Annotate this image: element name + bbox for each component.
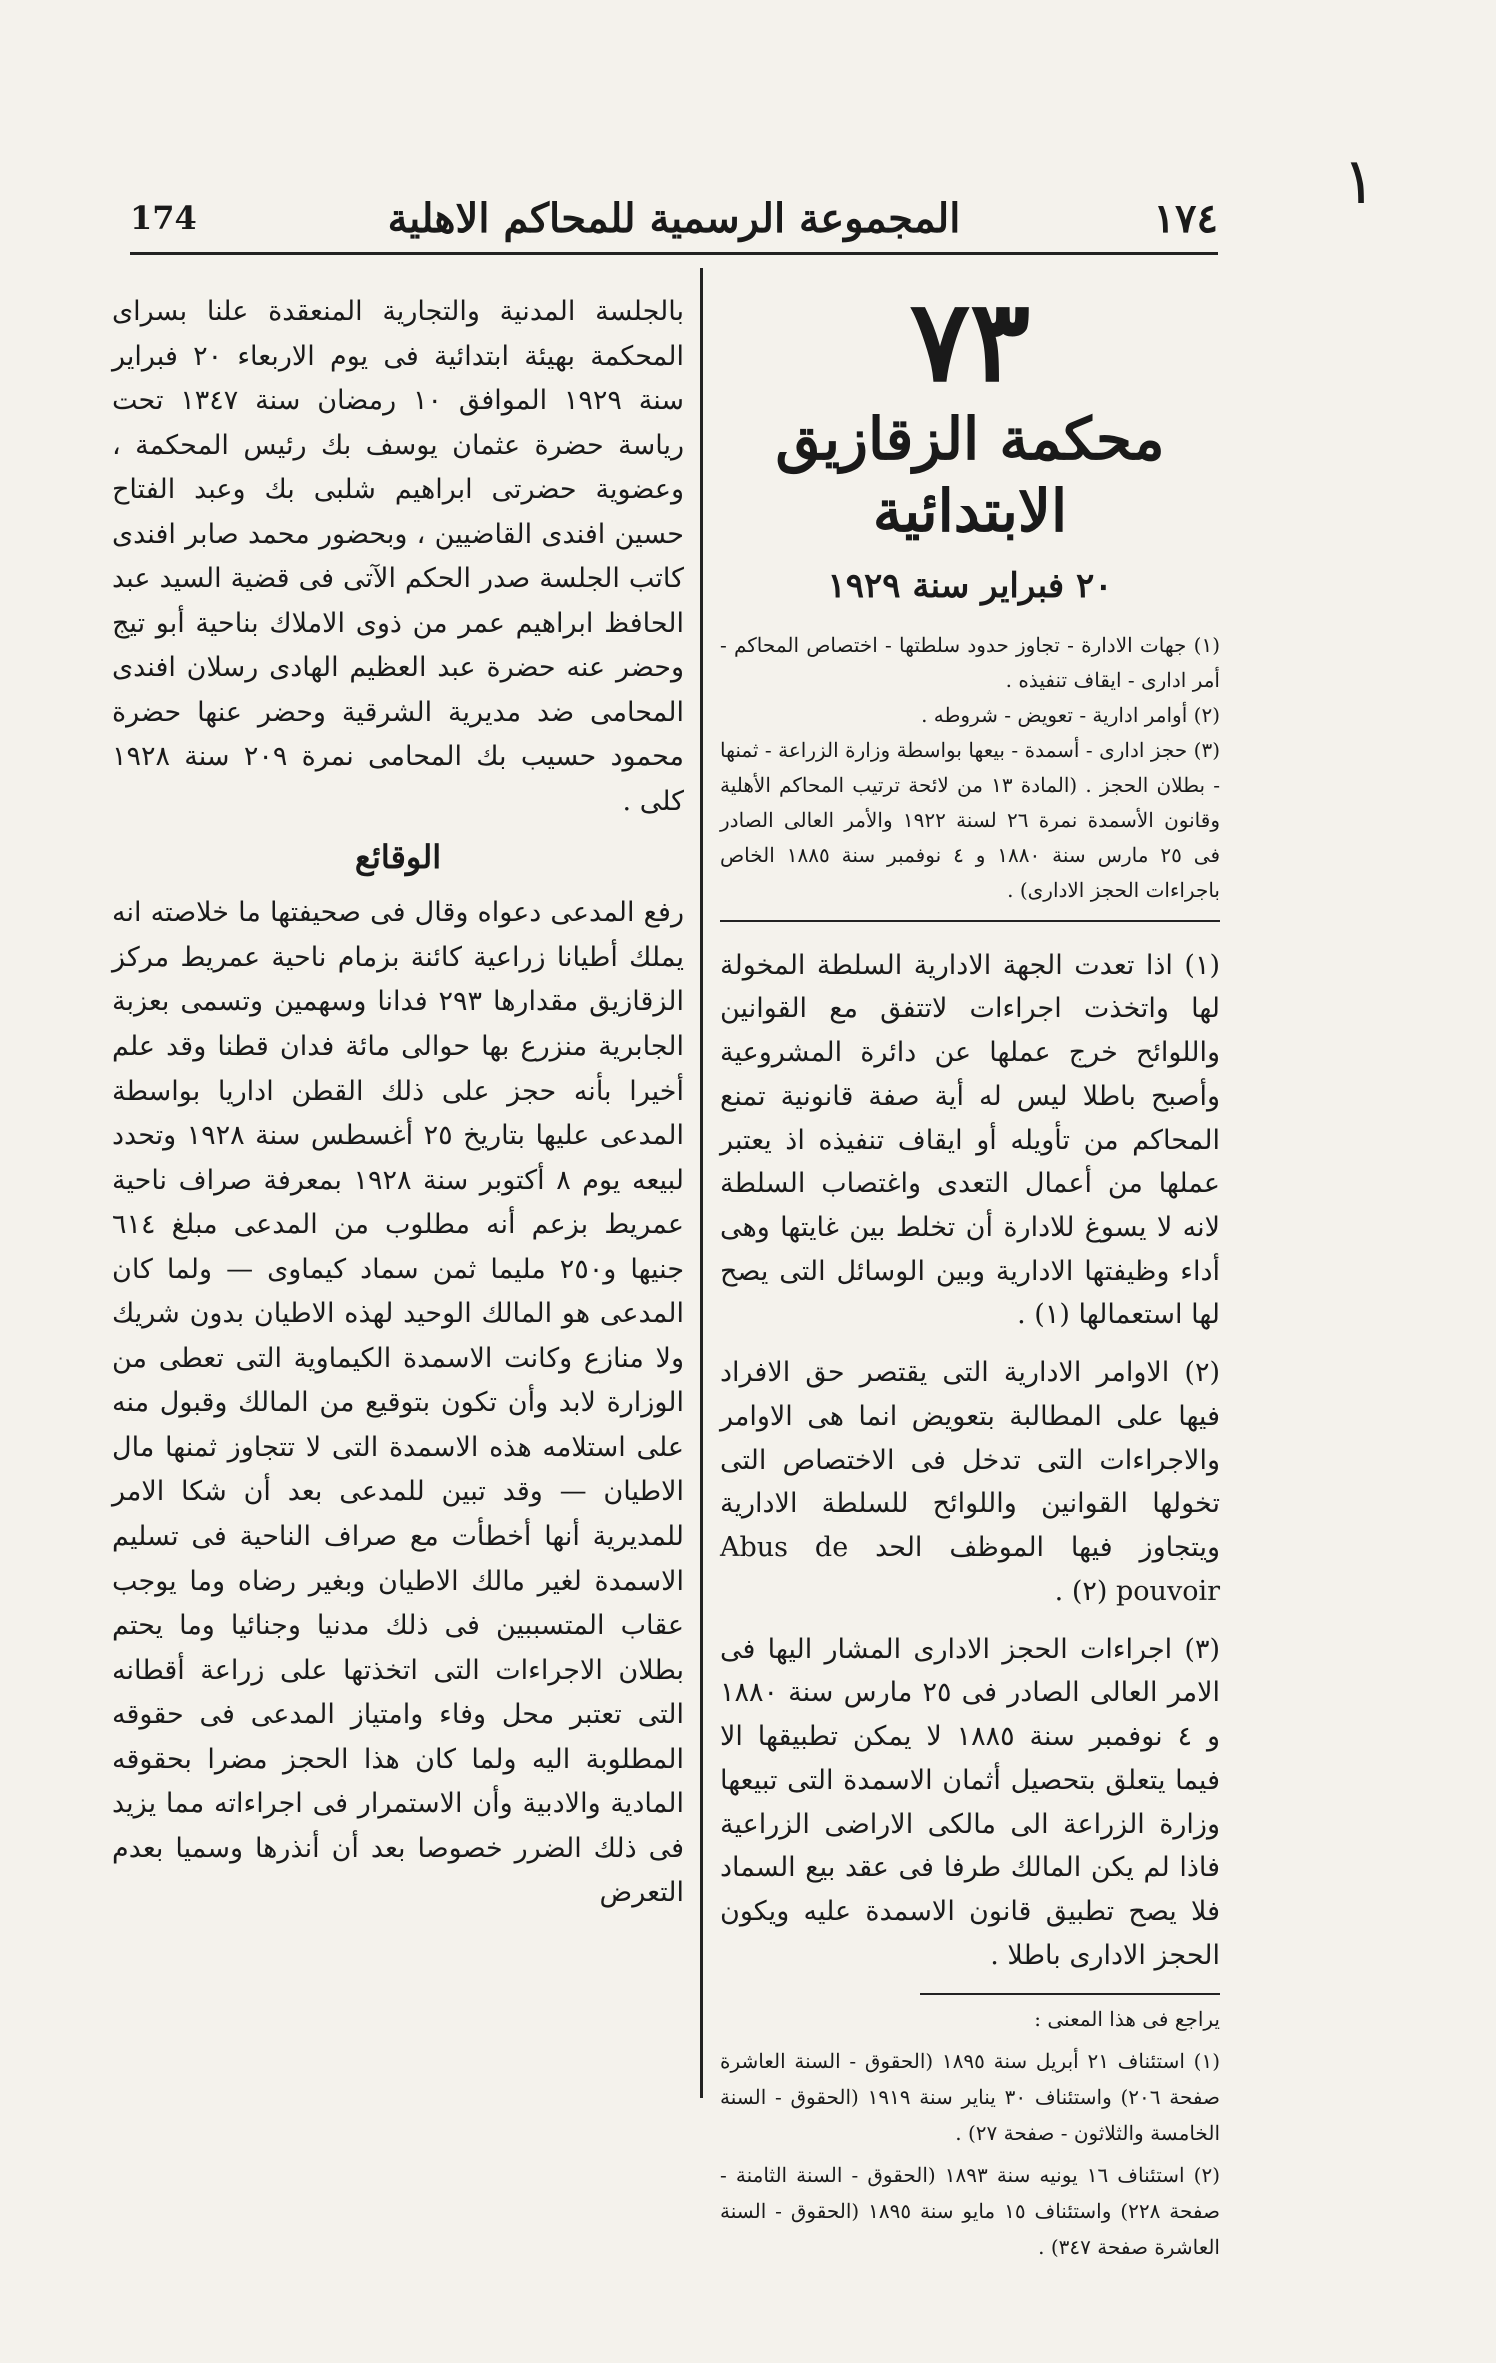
facts-paragraph: رفع المدعى دعواه وقال فى صحيفتها ما خلاصته انه يملك أطيانا زراعية كائنة بزمام ناحية عمريط مركز الزقازيق مقدارها ٢٩٣ فدانا وسهمين وتسمى بعزبة الجابرية منزرع بها حوالى مائة فدان قطنا وقد علم أخيرا بأنه حجز على ذلك القطن اداريا بواسطة المدعى عليها بتاريخ ٢٥ أغسطس سنة ١٩٢٨ وتحدد لبيعه يوم ٨ أكتوبر سنة ١٩٢٨ بمعرفة صراف ناحية عمريط بزعم أنه مطلوب من المدعى مبلغ ٦١٤ جنيها و٢٥٠ مليما ثمن سماد كيماوى — ولما كان المدعى هو المالك الوحيد لهذه الاطيان بدون شريك ولا منازع وكانت الاسمدة الكيماوية التى تعطى من الوزارة لابد وأن تكون بتوقيع من المالك وقبول منه على استلامه هذه الاسمدة التى لا تتجاوز ثمنها مال الاطيان — وقد تبين للمدعى بعد أن شكا الامر للمديرية أنها أخطأت مع صراف الناحية فى تسليم الاسمدة لغير مالك الاطيان وبغير رضاه وما يوجب عقاب المتسببين فى ذلك مدنيا وجنائيا وما يحتم بطلان الاجراءات التى اتخذتها على زراعة أقطانه التى تعتبر محل وفاء وامتياز المدعى فى حقوقه المطلوبة اليه ولما كان هذا الحجز مضرا بحقوقه المادية والادبية وأن الاستمرار فى اجراءاته مما يزيد فى ذلك الضرر خصوصا بعد أن أنذرها وسميا بعدم التعرض — [112, 897, 685, 1909]
footnote-2: (٢) استئناف ١٦ يونيه سنة ١٨٩٣ (الحقوق - السنة الثامنة - صفحة ٢٢٨) واستئناف ١٥ مايو سنة ١٨٩٥ (الحقوق - السنة العاشرة صفحة ٣٤٧) . — [720, 2163, 1221, 2260]
summary-rule — [720, 920, 1220, 922]
summary-item-3: (٣) حجز ادارى - أسمدة - بيعها بواسطة وزارة الزراعة - ثمنها - بطلان الحجز . (المادة ١٣ من لائحة ترتيب المحاكم الأهلية وقانون الأسمدة نمرة ٢٦ لسنة ١٩٢٢ والأمر العالى الصادر فى ٢٥ مارس سنة ١٨٨٠ و ٤ نوفمبر سنة ١٨٨٥ الخاص باجراءات الحجز الادارى) . — [720, 737, 1221, 902]
case-number: ٧٣ — [909, 276, 1031, 407]
running-title: المجموعة الرسمية للمحاكم الاهلية — [387, 195, 961, 242]
court-name: محكمة الزقازيق الابتدائية — [775, 404, 1165, 546]
handwritten-page-mark: ١ — [1342, 145, 1377, 219]
summary-item-2: (٢) أوامر ادارية - تعويض - شروطه . — [921, 702, 1220, 727]
footnote-intro: يراجع فى هذا المعنى : — [1034, 2007, 1220, 2032]
footnote-1: (١) استئناف ٢١ أبريل سنة ١٨٩٥ (الحقوق - السنة العاشرة صفحة ٢٠٦) واستئناف ٣٠ يناير سنة ١٩١٩ (الحقوق - السنة الخامسة والثلاثون - صفحة ٢٧) . — [720, 2049, 1220, 2146]
judgment-date: ٢٠ فبراير سنة ١٩٢٩ — [827, 565, 1113, 606]
header-rule — [130, 252, 1218, 255]
column-divider — [700, 268, 703, 2098]
facts-heading: الوقائع — [354, 837, 442, 876]
principle-3: (٣) اجراءات الحجز الادارى المشار اليها فى الامر العالى الصادر فى ٢٥ مارس سنة ١٨٨٠ و ٤ نوفمبر سنة ١٨٨٥ لا يمكن تطبيقها الا فيما يتعلق بتحصيل أثمان الاسمدة التى تبيعها وزارة الزراعة الى مالكى الاراضى الزراعية فاذا لم يكن المالك طرفا فى عقد بيع السماد فلا يصح تطبيق قانون الاسمدة عليه ويكون الحجز الادارى باطلا . — [720, 1633, 1220, 1971]
principle-2-text: (٢) الاوامر الادارية التى يقتصر حق الافراد فيها على المطالبة بتعويض انما هى الاوامر والاجراءات التى تدخل فى الاختصاص التى تخولها القوانين واللوائح للسلطة الادارية ويتجاوز فيها الموظف الحد — [720, 1357, 1220, 1564]
footnotes — [720, 2001, 1220, 2265]
session-paragraph: بالجلسة المدنية والتجارية المنعقدة علنا بسراى المحكمة بهيئة ابتدائية فى يوم الاربعاء ٢٠ فبراير سنة ١٩٢٩ الموافق ١٠ رمضان سنة ١٣٤٧ تحت رياسة حضرة عثمان يوسف بك رئيس المحكمة ، وعضوية حضرتى ابراهيم شلبى بك وعبد الفتاح حسين افندى القاضيين ، وبحضور محمد صابر افندى كاتب الجلسة صدر الحكم الآتى فى قضية السيد عبد الحافظ ابراهيم عمر من ذوى الاملاك بناحية أبو تيج وحضر عنه حضرة عبد العظيم الهادى رسلان افندى المحامى ضد مديرية الشرقية وحضر عنها حضرة محمود حسيب بك المحامى نمرة ٢٠٩ سنة ١٩٢٨ كلى . — [112, 296, 684, 818]
right-column — [720, 275, 1220, 2271]
principle-1: (١) اذا تعدت الجهة الادارية السلطة المخولة لها واتخذت اجراءات لاتتفق مع القوانين واللوائح خرج عملها عن دائرة المشروعية وأصبح باطلا ليس له أية صفة قانونية تمنع المحاكم من تأويله أو ايقاف تنفيذه اذ يعتبر عملها من أعمال التعدى واغتصاب السلطة لانه لا يسوغ للادارة أن تخلط بين غايتها وهى أداء وظيفتها الادارية وبين الوسائل التى يصح لها استعمالها (١) . — [720, 949, 1220, 1331]
principle-2 — [720, 1351, 1220, 1613]
headnote-summary — [720, 628, 1220, 908]
judgment-body — [112, 290, 684, 1916]
principle-2-latin-term: Abus de pouvoir — [720, 1532, 1220, 1607]
principle-2-end: (٢) . — [1054, 1575, 1108, 1607]
summary-item-1: (١) جهات الادارة - تجاوز حدود سلطتها - اختصاص المحاكم - أمر ادارى - ايقاف تنفيذه . — [720, 632, 1220, 692]
page-number-arabic: ١٧٤ — [1153, 195, 1218, 242]
legal-principles — [720, 944, 1220, 1978]
footnote-rule — [920, 1993, 1220, 1995]
page-number-latin: 174 — [130, 199, 197, 237]
left-column — [112, 290, 684, 1922]
page-header — [130, 195, 1218, 255]
